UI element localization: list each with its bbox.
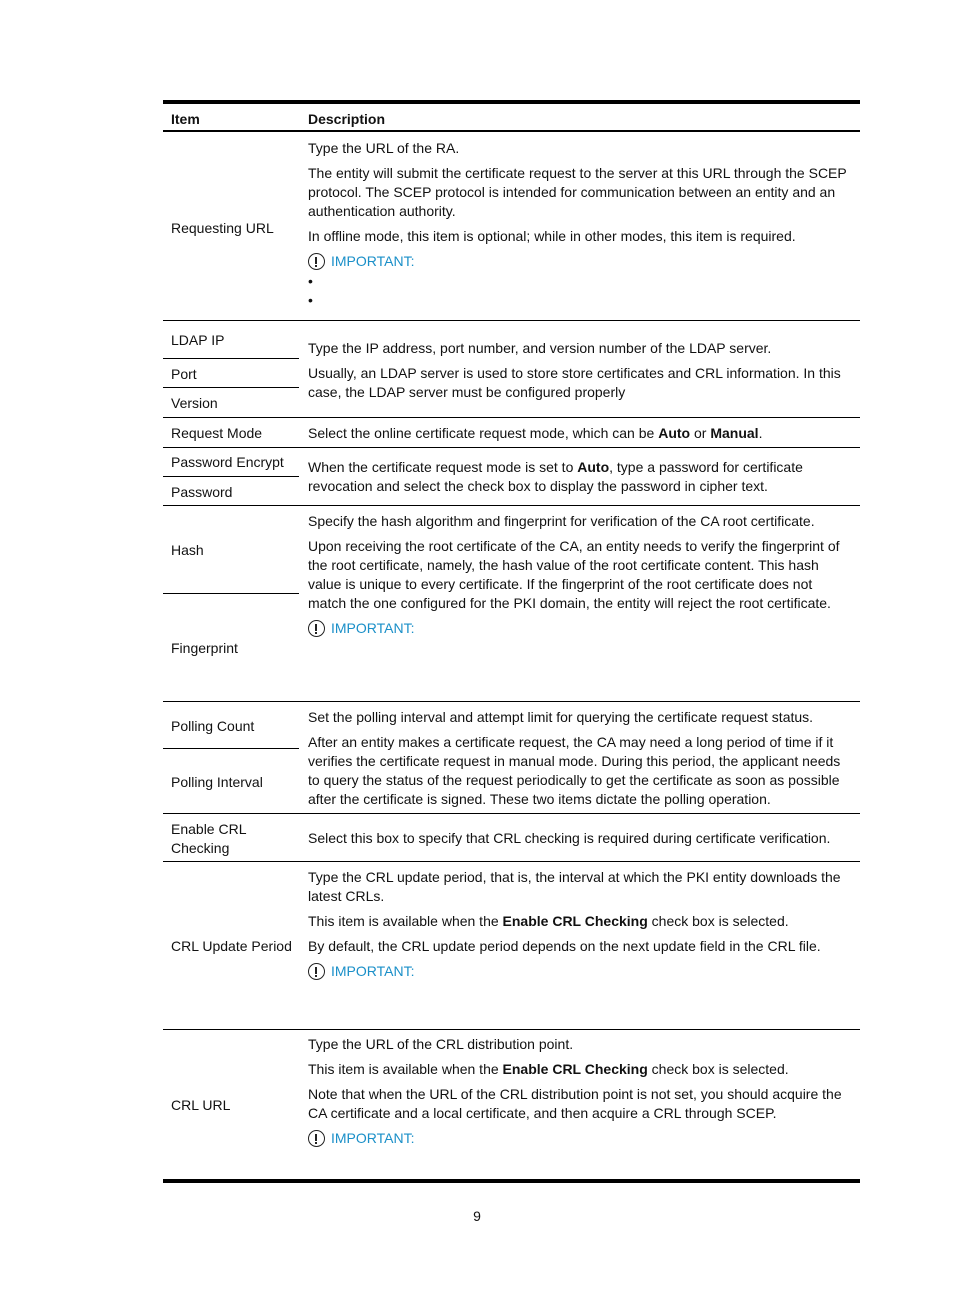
important-icon xyxy=(308,253,325,270)
row-divider xyxy=(163,813,860,814)
important-icon xyxy=(308,620,325,637)
table-header-rule xyxy=(163,130,860,132)
row-divider xyxy=(163,861,860,862)
desc-polling xyxy=(308,708,853,815)
item-divider xyxy=(163,593,299,594)
desc-text: Usually, an LDAP server is used to store store certificates and CRL information. In this case, the LDAP server must be configured properly xyxy=(308,365,841,400)
row-divider xyxy=(163,1029,860,1030)
item-requesting-url: Requesting URL xyxy=(171,220,274,236)
bold-auto: Auto xyxy=(658,425,691,441)
item-fingerprint: Fingerprint xyxy=(171,640,238,656)
item-version: Version xyxy=(171,395,218,411)
important-label: IMPORTANT: xyxy=(331,963,415,979)
desc-text: After an entity makes a certificate request, the CA may need a long period of time if it verifies the certificate request in manual mode. During this period, the applicant needs to query the status of the request periodically to get the certificate as soon as possible after the certificate is signed. These two items dictate the polling operation. xyxy=(308,734,841,807)
bold-manual: Manual xyxy=(710,425,759,441)
desc-text: Specify the hash algorithm and fingerprint for verification of the CA root certificate. xyxy=(308,513,815,529)
desc-hash xyxy=(308,512,853,638)
table-bottom-rule xyxy=(163,1179,860,1183)
item-enable-crl-checking: Enable CRL Checking xyxy=(171,821,246,856)
desc-enable-crl: Select this box to specify that CRL checking is required during certificate verification. xyxy=(308,830,831,846)
desc-text: , type a password for certificate revocation and select the check box to display the password in cipher text. xyxy=(308,459,803,494)
important-icon xyxy=(308,963,325,980)
row-divider xyxy=(163,505,860,506)
desc-text: Type the URL of the RA. xyxy=(308,140,460,156)
desc-requesting-url xyxy=(308,139,853,309)
page-number: 9 xyxy=(473,1208,481,1224)
item-crl-update-period: CRL Update Period xyxy=(171,938,292,954)
desc-text: Set the polling interval and attempt limit for querying the certificate request status. xyxy=(308,709,814,725)
desc-text: check box is selected. xyxy=(647,1061,789,1077)
item-polling-interval: Polling Interval xyxy=(171,774,263,790)
desc-text: When the certificate request mode is set to xyxy=(308,459,578,475)
item-hash: Hash xyxy=(171,542,204,558)
header-description: Description xyxy=(308,111,386,127)
desc-text: Note that when the URL of the CRL distribution point is not set, you should acquire the CA certificate and a local certificate, and then acquire a CRL through SCEP. xyxy=(308,1086,842,1121)
desc-text: check box is selected. xyxy=(647,913,789,929)
bold-enable-crl: Enable CRL Checking xyxy=(502,1061,648,1077)
bold-enable-crl: Enable CRL Checking xyxy=(502,913,648,929)
row-divider xyxy=(163,701,860,702)
desc-crl-update xyxy=(308,868,853,981)
desc-text: This item is available when the xyxy=(308,1061,503,1077)
important-note xyxy=(308,619,853,638)
item-password-encrypt: Password Encrypt xyxy=(171,454,284,470)
item-password: Password xyxy=(171,484,233,500)
desc-crl-url xyxy=(308,1035,853,1148)
desc-text: or xyxy=(690,425,711,441)
row-divider xyxy=(163,447,860,448)
desc-request-mode xyxy=(308,424,853,443)
item-polling-count: Polling Count xyxy=(171,718,255,734)
header-item: Item xyxy=(171,111,200,127)
important-label: IMPORTANT: xyxy=(331,620,415,636)
item-divider xyxy=(163,748,299,749)
table-top-rule xyxy=(163,100,860,104)
desc-text: Type the CRL update period, that is, the interval at which the PKI entity downloads the latest CRLs. xyxy=(308,869,841,904)
item-port: Port xyxy=(171,366,197,382)
important-label: IMPORTANT: xyxy=(331,253,415,269)
desc-text: Type the IP address, port number, and version number of the LDAP server. xyxy=(308,340,772,356)
important-icon xyxy=(308,1130,325,1147)
bold-auto: Auto xyxy=(577,459,610,475)
item-ldap-ip: LDAP IP xyxy=(171,332,225,348)
desc-text: Select the online certificate request mode, which can be xyxy=(308,425,659,441)
desc-text: In offline mode, this item is optional; while in other modes, this item is required. xyxy=(308,228,796,244)
item-divider xyxy=(163,476,299,477)
bullet: • xyxy=(308,273,313,289)
row-divider xyxy=(163,320,860,321)
desc-text xyxy=(308,1060,853,1079)
row-divider xyxy=(163,417,860,418)
bullet: • xyxy=(308,292,313,308)
item-crl-url: CRL URL xyxy=(171,1097,231,1113)
desc-text: Upon receiving the root certificate of the CA, an entity needs to verify the fingerprint of the root certificate, namely, the hash value of the root certificate content. This hash value is unique to every certificate. If the fingerprint of the root certificate does not match the one configured for the PKI domain, the entity will reject the root certificate. xyxy=(308,538,840,611)
desc-text: Type the URL of the CRL distribution point. xyxy=(308,1036,574,1052)
important-note xyxy=(308,1129,853,1148)
important-label: IMPORTANT: xyxy=(331,1130,415,1146)
desc-text: The entity will submit the certificate request to the server at this URL through the SCEP protocol. The SCEP protocol is intended for communication between an entity and an authentication authority. xyxy=(308,165,847,219)
important-note xyxy=(308,962,853,981)
item-divider xyxy=(163,358,299,359)
important-note xyxy=(308,252,853,271)
desc-text xyxy=(308,912,853,931)
item-divider xyxy=(163,387,299,388)
desc-text: . xyxy=(758,425,763,441)
desc-password xyxy=(308,458,853,496)
item-request-mode: Request Mode xyxy=(171,425,263,441)
desc-text: By default, the CRL update period depends on the next update field in the CRL file. xyxy=(308,938,821,954)
desc-ldap xyxy=(308,339,853,408)
desc-text: This item is available when the xyxy=(308,913,503,929)
